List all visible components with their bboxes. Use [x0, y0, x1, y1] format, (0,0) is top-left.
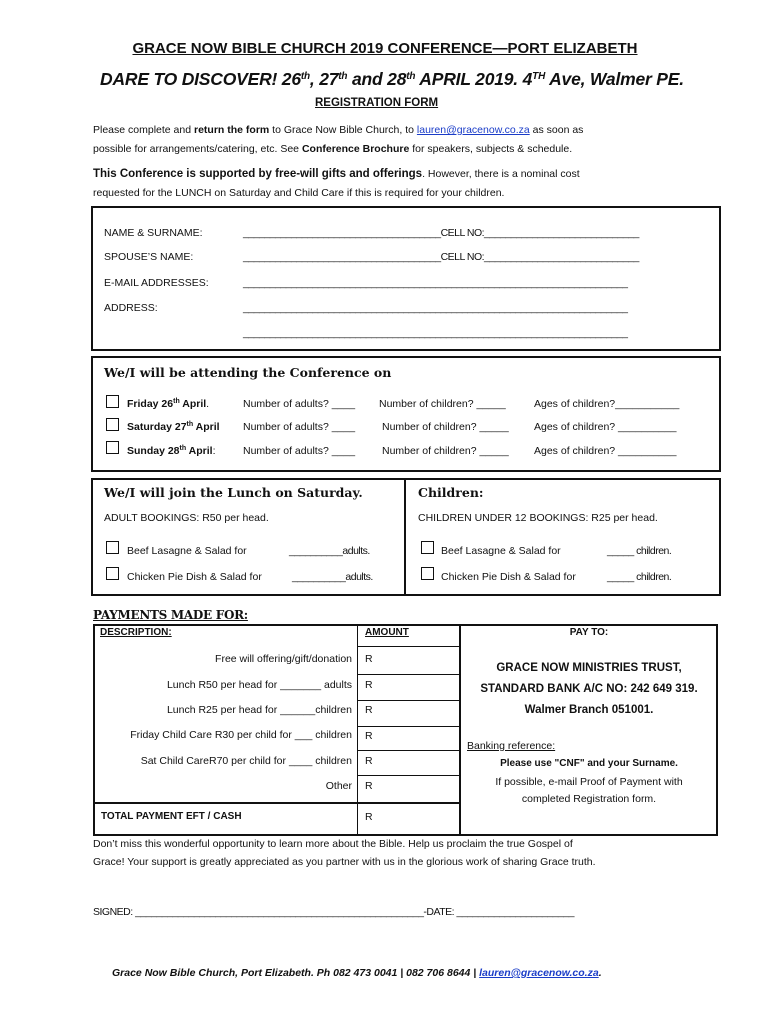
total-line [93, 802, 459, 804]
page-title: GRACE NOW BIBLE CHURCH 2019 CONFERENCE—PORT ELIZABETH [132, 40, 638, 57]
amount-header: AMOUNT [365, 627, 409, 638]
row-line [357, 700, 459, 701]
payment-row-amount[interactable]: R [365, 679, 373, 691]
bank-name: GRACE NOW MINISTRIES TRUST, [496, 662, 682, 674]
saturday-ages[interactable]: Ages of children? __________ [534, 421, 677, 433]
address-field-2[interactable]: ________________________________________________________________________ [243, 327, 628, 339]
total-amount[interactable]: R [365, 811, 373, 823]
registration-form-heading: REGISTRATION FORM [315, 97, 439, 109]
conference-subtitle: DARE TO DISCOVER! 26th, 27th and 28th APRIL 2019. 4TH Ave, Walmer PE. [100, 69, 684, 89]
signature-date-line[interactable]: SIGNED: ______________________________________________________-DATE: ______________________ [93, 906, 574, 918]
intro-line-2: possible for arrangements/catering, etc. See Conference Brochure for speakers, subjects & schedule. [93, 143, 573, 155]
intro-line-4: requested for the LUNCH on Saturday and Child Care if this is required for your children. [93, 187, 505, 199]
banking-reference-text: Please use "CNF" and your Surname. [500, 758, 678, 769]
total-label: TOTAL PAYMENT EFT / CASH [101, 811, 242, 822]
payment-row-desc: Lunch R25 per head for ______children [166, 704, 352, 716]
payments-heading: PAYMENTS MADE FOR: [93, 608, 248, 622]
sunday-checkbox[interactable] [106, 441, 119, 454]
sunday-adults[interactable]: Number of adults? ____ [243, 445, 356, 457]
saturday-children[interactable]: Number of children? _____ [382, 421, 509, 433]
friday-adults[interactable]: Number of adults? ____ [243, 398, 356, 410]
row-line [357, 775, 459, 776]
footer-email-link[interactable]: lauren@gracenow.co.za [479, 967, 599, 979]
address-field-1[interactable]: ________________________________________________________________________ [243, 302, 628, 314]
pay-to-heading: PAY TO: [569, 627, 609, 638]
bank-account: STANDARD BANK A/C NO: 242 649 319. [480, 683, 698, 695]
child-lasagne-label: Beef Lasagne & Salad for [441, 545, 561, 557]
child-chicken-count[interactable]: _____ children. [607, 571, 672, 583]
intro-line-1: Please complete and return the form to Grace Now Bible Church, to lauren@gracenow.co.za as soon as [93, 124, 584, 136]
adult-lasagne-count[interactable]: __________adults. [289, 545, 370, 557]
attendance-heading: We/I will be attending the Conference on [104, 365, 392, 380]
contact-email-link[interactable]: lauren@gracenow.co.za [416, 124, 530, 136]
friday-checkbox[interactable] [106, 395, 119, 408]
child-lasagne-checkbox[interactable] [421, 541, 434, 554]
address-label: ADDRESS: [104, 302, 158, 314]
saturday-label: Saturday 27th April [127, 421, 220, 433]
payment-row-amount[interactable]: R [365, 653, 373, 665]
children-bookings: CHILDREN UNDER 12 BOOKINGS: R25 per head. [418, 512, 658, 524]
payment-row-desc: Friday Child Care R30 per child for ___ children [130, 729, 352, 741]
footer: Grace Now Bible Church, Port Elizabeth. Ph 082 473 0041 | 082 706 8644 | lauren@gracenow.co.za. [112, 967, 602, 979]
name-cell-field[interactable]: _____________________________________CELL NO:_____________________________ [243, 227, 639, 239]
email-label: E-MAIL ADDRESSES: [104, 277, 209, 289]
proof-line-1: If possible, e-mail Proof of Payment with [495, 776, 683, 788]
spouse-cell-field[interactable]: _____________________________________CELL NO:_____________________________ [243, 251, 639, 263]
saturday-checkbox[interactable] [106, 418, 119, 431]
saturday-adults[interactable]: Number of adults? ____ [243, 421, 356, 433]
payment-row-desc: Lunch R50 per head for _______ adults [166, 679, 352, 691]
intro-line-3: This Conference is supported by free-will gifts and offerings. However, there is a nominal cost [93, 168, 580, 180]
payment-row-desc: Other [325, 780, 352, 792]
row-line [357, 674, 459, 675]
child-chicken-checkbox[interactable] [421, 567, 434, 580]
row-line [357, 726, 459, 727]
friday-label: Friday 26th April. [127, 398, 210, 410]
sunday-label: Sunday 28th April: [127, 445, 216, 457]
table-divider-1 [357, 624, 358, 836]
sunday-ages[interactable]: Ages of children? __________ [534, 445, 677, 457]
email-field[interactable]: ________________________________________________________________________ [243, 277, 628, 289]
spouse-label: SPOUSE’S NAME: [104, 251, 194, 263]
payment-row-amount[interactable]: R [365, 704, 373, 716]
name-label: NAME & SURNAME: [104, 227, 203, 239]
lunch-heading: We/I will join the Lunch on Saturday. [104, 485, 363, 500]
payment-row-amount[interactable]: R [365, 755, 373, 767]
payment-row-amount[interactable]: R [365, 730, 373, 742]
adult-lasagne-label: Beef Lasagne & Salad for [127, 545, 247, 557]
row-line [357, 646, 459, 647]
proof-line-2: completed Registration form. [521, 793, 657, 805]
children-heading: Children: [418, 485, 484, 500]
payment-row-desc: Sat Child CareR70 per child for ____ children [140, 755, 352, 767]
child-lasagne-count[interactable]: _____ children. [607, 545, 672, 557]
payment-row-desc: Free will offering/gift/donation [215, 653, 352, 665]
friday-children[interactable]: Number of children? _____ [379, 398, 506, 410]
friday-ages[interactable]: Ages of children?___________ [534, 398, 680, 410]
description-header: DESCRIPTION: [100, 627, 172, 638]
child-chicken-label: Chicken Pie Dish & Salad for [441, 571, 576, 583]
adult-lasagne-checkbox[interactable] [106, 541, 119, 554]
adult-chicken-count[interactable]: __________adults. [292, 571, 373, 583]
banking-reference-label: Banking reference: [467, 740, 556, 752]
adult-chicken-checkbox[interactable] [106, 567, 119, 580]
adult-chicken-label: Chicken Pie Dish & Salad for [127, 571, 262, 583]
sunday-children[interactable]: Number of children? _____ [382, 445, 509, 457]
adult-bookings: ADULT BOOKINGS: R50 per head. [104, 512, 269, 524]
payment-row-amount[interactable]: R [365, 780, 373, 792]
closing-line-2: Grace! Your support is greatly appreciated as you partner with us in the glorious work of sharing Grace truth. [93, 856, 596, 868]
bank-branch: Walmer Branch 051001. [524, 704, 654, 716]
closing-line-1: Don’t miss this wonderful opportunity to learn more about the Bible. Help us proclaim the true Gospel of [93, 838, 573, 850]
row-line [357, 750, 459, 751]
